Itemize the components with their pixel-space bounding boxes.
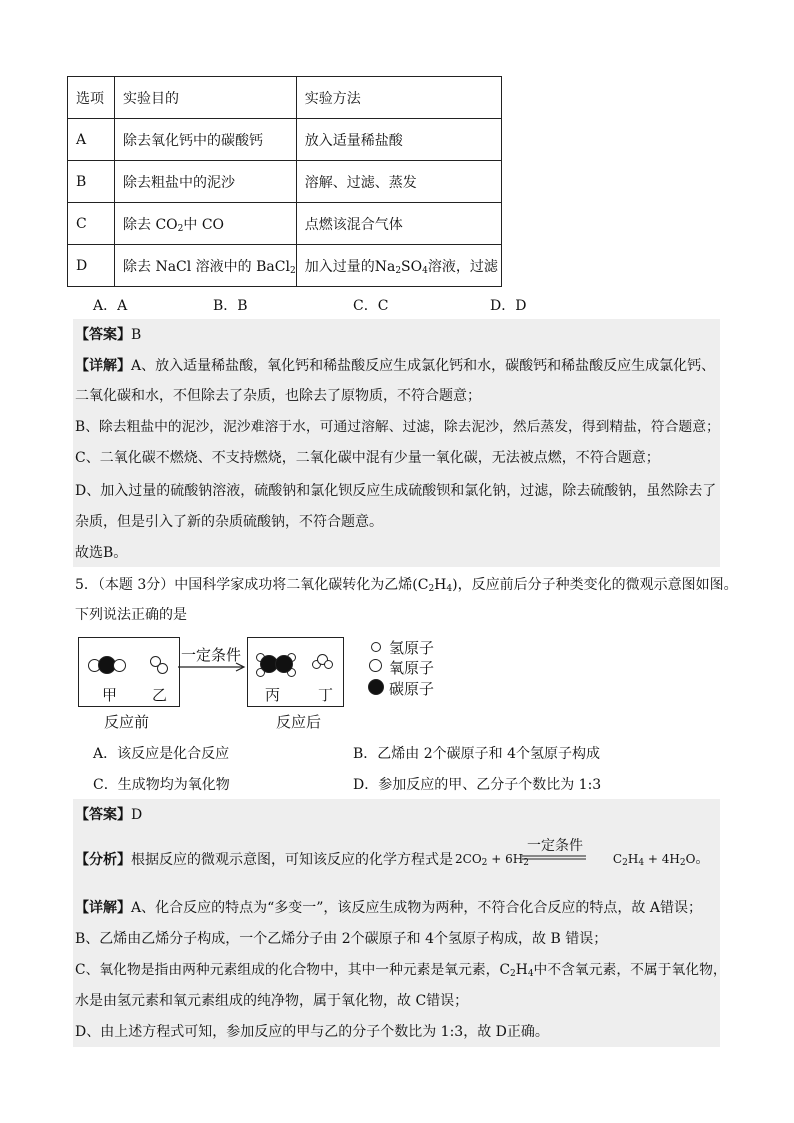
detail-text: A、放入适量稀盐酸，氧化钙和稀盐酸反应生成氯化钙和水，碳酸钙和稀盐酸反应生成氯化钙、 bbox=[131, 358, 716, 374]
oxygen-legend-icon bbox=[369, 659, 382, 672]
stem-text: H bbox=[434, 577, 447, 593]
arrow-icon bbox=[178, 662, 248, 672]
table-cell: 除去粗盐中的泥沙 bbox=[115, 161, 297, 203]
table-cell bbox=[115, 203, 297, 245]
eq-part: + 6H bbox=[487, 852, 524, 866]
cell-text: SO bbox=[401, 258, 423, 275]
detail-text: C、氧化物是指由两种元素组成的化合物中，其中一种元素是氧元素，C bbox=[75, 962, 511, 978]
legend-oxygen: 氧原子 bbox=[389, 659, 435, 677]
detail-text: A、化合反应的特点为“多变一”，该反应生成物为两种，不符合化合反应的特点，故 A错误； bbox=[131, 900, 702, 916]
q4-detail-line: 故选B。 bbox=[75, 545, 128, 561]
legend-hydrogen: 氢原子 bbox=[389, 639, 435, 657]
hydrogen-atom bbox=[324, 660, 333, 669]
hydrogen-legend-icon bbox=[371, 642, 381, 652]
q5-detail-line: D、由上述方程式可知，参加反应的甲与乙的分子个数比为 1:3，故 D正确。 bbox=[75, 1024, 549, 1040]
cell-text: 除去 NaCl 溶液中的 BaCl bbox=[123, 258, 290, 275]
table-cell bbox=[115, 245, 297, 287]
equation-double-line bbox=[522, 855, 586, 861]
option-d[interactable]: D．参加反应的甲、乙分子个数比为 1:3 bbox=[353, 777, 602, 793]
analysis-label: 【分析】 bbox=[75, 852, 131, 868]
subscript: 4 bbox=[638, 858, 645, 868]
label-yi: 乙 bbox=[152, 686, 168, 704]
subscript: 2 bbox=[428, 584, 435, 594]
answer-label: 【答案】 bbox=[75, 327, 131, 343]
arrow-label: 一定条件 bbox=[181, 646, 242, 664]
subscript: 2 bbox=[523, 858, 529, 868]
table-cell: D bbox=[68, 245, 115, 287]
subscript: 2 bbox=[395, 265, 402, 276]
option-c[interactable]: C．C bbox=[353, 298, 389, 314]
table-cell: 除去氧化钙中的碳酸钙 bbox=[115, 119, 297, 161]
cell-text: 加入过量的Na bbox=[304, 258, 396, 275]
option-a[interactable]: A．A bbox=[93, 298, 128, 314]
detail-label: 【详解】 bbox=[75, 900, 131, 916]
q5-detail-line bbox=[75, 959, 727, 985]
q4-detail-line bbox=[75, 355, 715, 377]
oxygen-atom bbox=[113, 659, 126, 672]
subscript: 2 bbox=[510, 969, 516, 979]
after-caption: 反应后 bbox=[276, 713, 322, 731]
q5-stem bbox=[75, 574, 738, 600]
table-header-cell: 实验方法 bbox=[296, 77, 501, 119]
table-cell bbox=[296, 245, 501, 287]
detail-label: 【详解】 bbox=[75, 358, 131, 374]
label-jia: 甲 bbox=[102, 686, 118, 704]
q5-detail-line: B、乙烯由乙烯分子构成，一个乙烯分子由 2个碳原子和 4个氢原子构成，故 B 错误； bbox=[75, 931, 608, 947]
eq-part: + 4H bbox=[644, 852, 680, 866]
table-row bbox=[68, 245, 502, 287]
stem-text: 5．（本题 3分）中国科学家成功将二氧化碳转化为乙烯(C bbox=[75, 577, 429, 593]
table-header-cell: 选项 bbox=[68, 77, 115, 119]
experiment-table bbox=[67, 76, 502, 287]
q5-analysis bbox=[75, 849, 453, 871]
detail-text: H bbox=[515, 962, 528, 978]
cell-text: 除去 CO bbox=[123, 216, 178, 233]
q5-answer bbox=[75, 804, 142, 826]
q4-detail-line: 二氧化碳和水，不但除去了杂质，也除去了原物质，不符合题意； bbox=[75, 388, 481, 404]
option-d[interactable]: D．D bbox=[490, 298, 527, 314]
label-bing: 丙 bbox=[265, 686, 281, 704]
subscript: 2 bbox=[622, 858, 628, 868]
carbon-atom bbox=[275, 655, 293, 673]
table-header-cell: 实验目的 bbox=[115, 77, 297, 119]
before-caption: 反应前 bbox=[104, 713, 150, 731]
eq-part: H bbox=[627, 852, 639, 866]
subscript: 4 bbox=[527, 969, 534, 979]
q5-stem-line2: 下列说法正确的是 bbox=[75, 607, 187, 623]
equation-condition: 一定条件 bbox=[527, 838, 583, 854]
table-cell: C bbox=[68, 203, 115, 245]
stem-text: )，反应前后分子种类变化的微观示意图如图。 bbox=[452, 577, 738, 593]
table-cell: A bbox=[68, 119, 115, 161]
answer-label: 【答案】 bbox=[75, 807, 131, 823]
cell-text: 中 CO bbox=[183, 216, 225, 233]
table-header-row bbox=[68, 77, 502, 119]
subscript: 2 bbox=[481, 858, 488, 868]
subscript: 4 bbox=[422, 265, 428, 276]
table-row bbox=[68, 203, 502, 245]
option-b[interactable]: B．乙烯由 2个碳原子和 4个氢原子构成 bbox=[353, 746, 601, 762]
table-cell: 放入适量稀盐酸 bbox=[296, 119, 501, 161]
q4-detail-line: B、除去粗盐中的泥沙，泥沙难溶于水，可通过溶解、过滤，除去泥沙，然后蒸发，得到精盐，符合题意； bbox=[75, 419, 720, 435]
table-row bbox=[68, 119, 502, 161]
q5-detail-line bbox=[75, 897, 702, 919]
table-row bbox=[68, 161, 502, 203]
q4-answer bbox=[75, 324, 141, 346]
hydrogen-atom bbox=[157, 663, 168, 674]
carbon-legend-icon bbox=[368, 679, 384, 695]
legend-carbon: 碳原子 bbox=[389, 680, 435, 698]
option-a[interactable]: A．该反应是化合反应 bbox=[93, 746, 230, 762]
subscript: 2 bbox=[289, 265, 296, 276]
subscript: 4 bbox=[446, 584, 453, 594]
answer-value: B bbox=[131, 327, 142, 343]
label-ding: 丁 bbox=[318, 686, 334, 704]
option-c[interactable]: C．生成物均为氧化物 bbox=[93, 777, 230, 793]
eq-part: O bbox=[685, 852, 696, 866]
eq-part: C bbox=[612, 852, 623, 866]
option-b[interactable]: B．B bbox=[213, 298, 248, 314]
analysis-text: 根据反应的微观示意图，可知该反应的化学方程式是 bbox=[131, 852, 453, 868]
eq-part: 。 bbox=[695, 851, 710, 867]
q4-detail-line: C、二氧化碳不燃烧、不支持燃烧，二氧化碳中混有少量一氧化碳，无法被点燃，不符合题意； bbox=[75, 450, 660, 466]
q4-detail-line: 杂质，但是引入了新的杂质硫酸钠，不符合题意。 bbox=[75, 514, 383, 530]
q4-detail-line: D、加入过量的硫酸钠溶液，硫酸钠和氯化钡反应生成硫酸钡和氯化钠，过滤，除去硫酸钠，虽然除去了 bbox=[75, 483, 717, 499]
table-cell: 点燃该混合气体 bbox=[296, 203, 501, 245]
cell-text: 溶液，过滤 bbox=[427, 258, 498, 275]
answer-value: D bbox=[131, 807, 143, 823]
detail-text: 中不含氧元素，不属于氧化物， bbox=[533, 962, 727, 978]
table-cell: 溶解、过滤、蒸发 bbox=[296, 161, 501, 203]
table-cell: B bbox=[68, 161, 115, 203]
subscript: 2 bbox=[177, 223, 184, 234]
subscript: 2 bbox=[679, 858, 686, 868]
q5-detail-line: 水是由氢元素和氧元素组成的纯净物，属于氧化物，故 C错误； bbox=[75, 993, 469, 1009]
eq-part: 2CO bbox=[455, 852, 482, 866]
